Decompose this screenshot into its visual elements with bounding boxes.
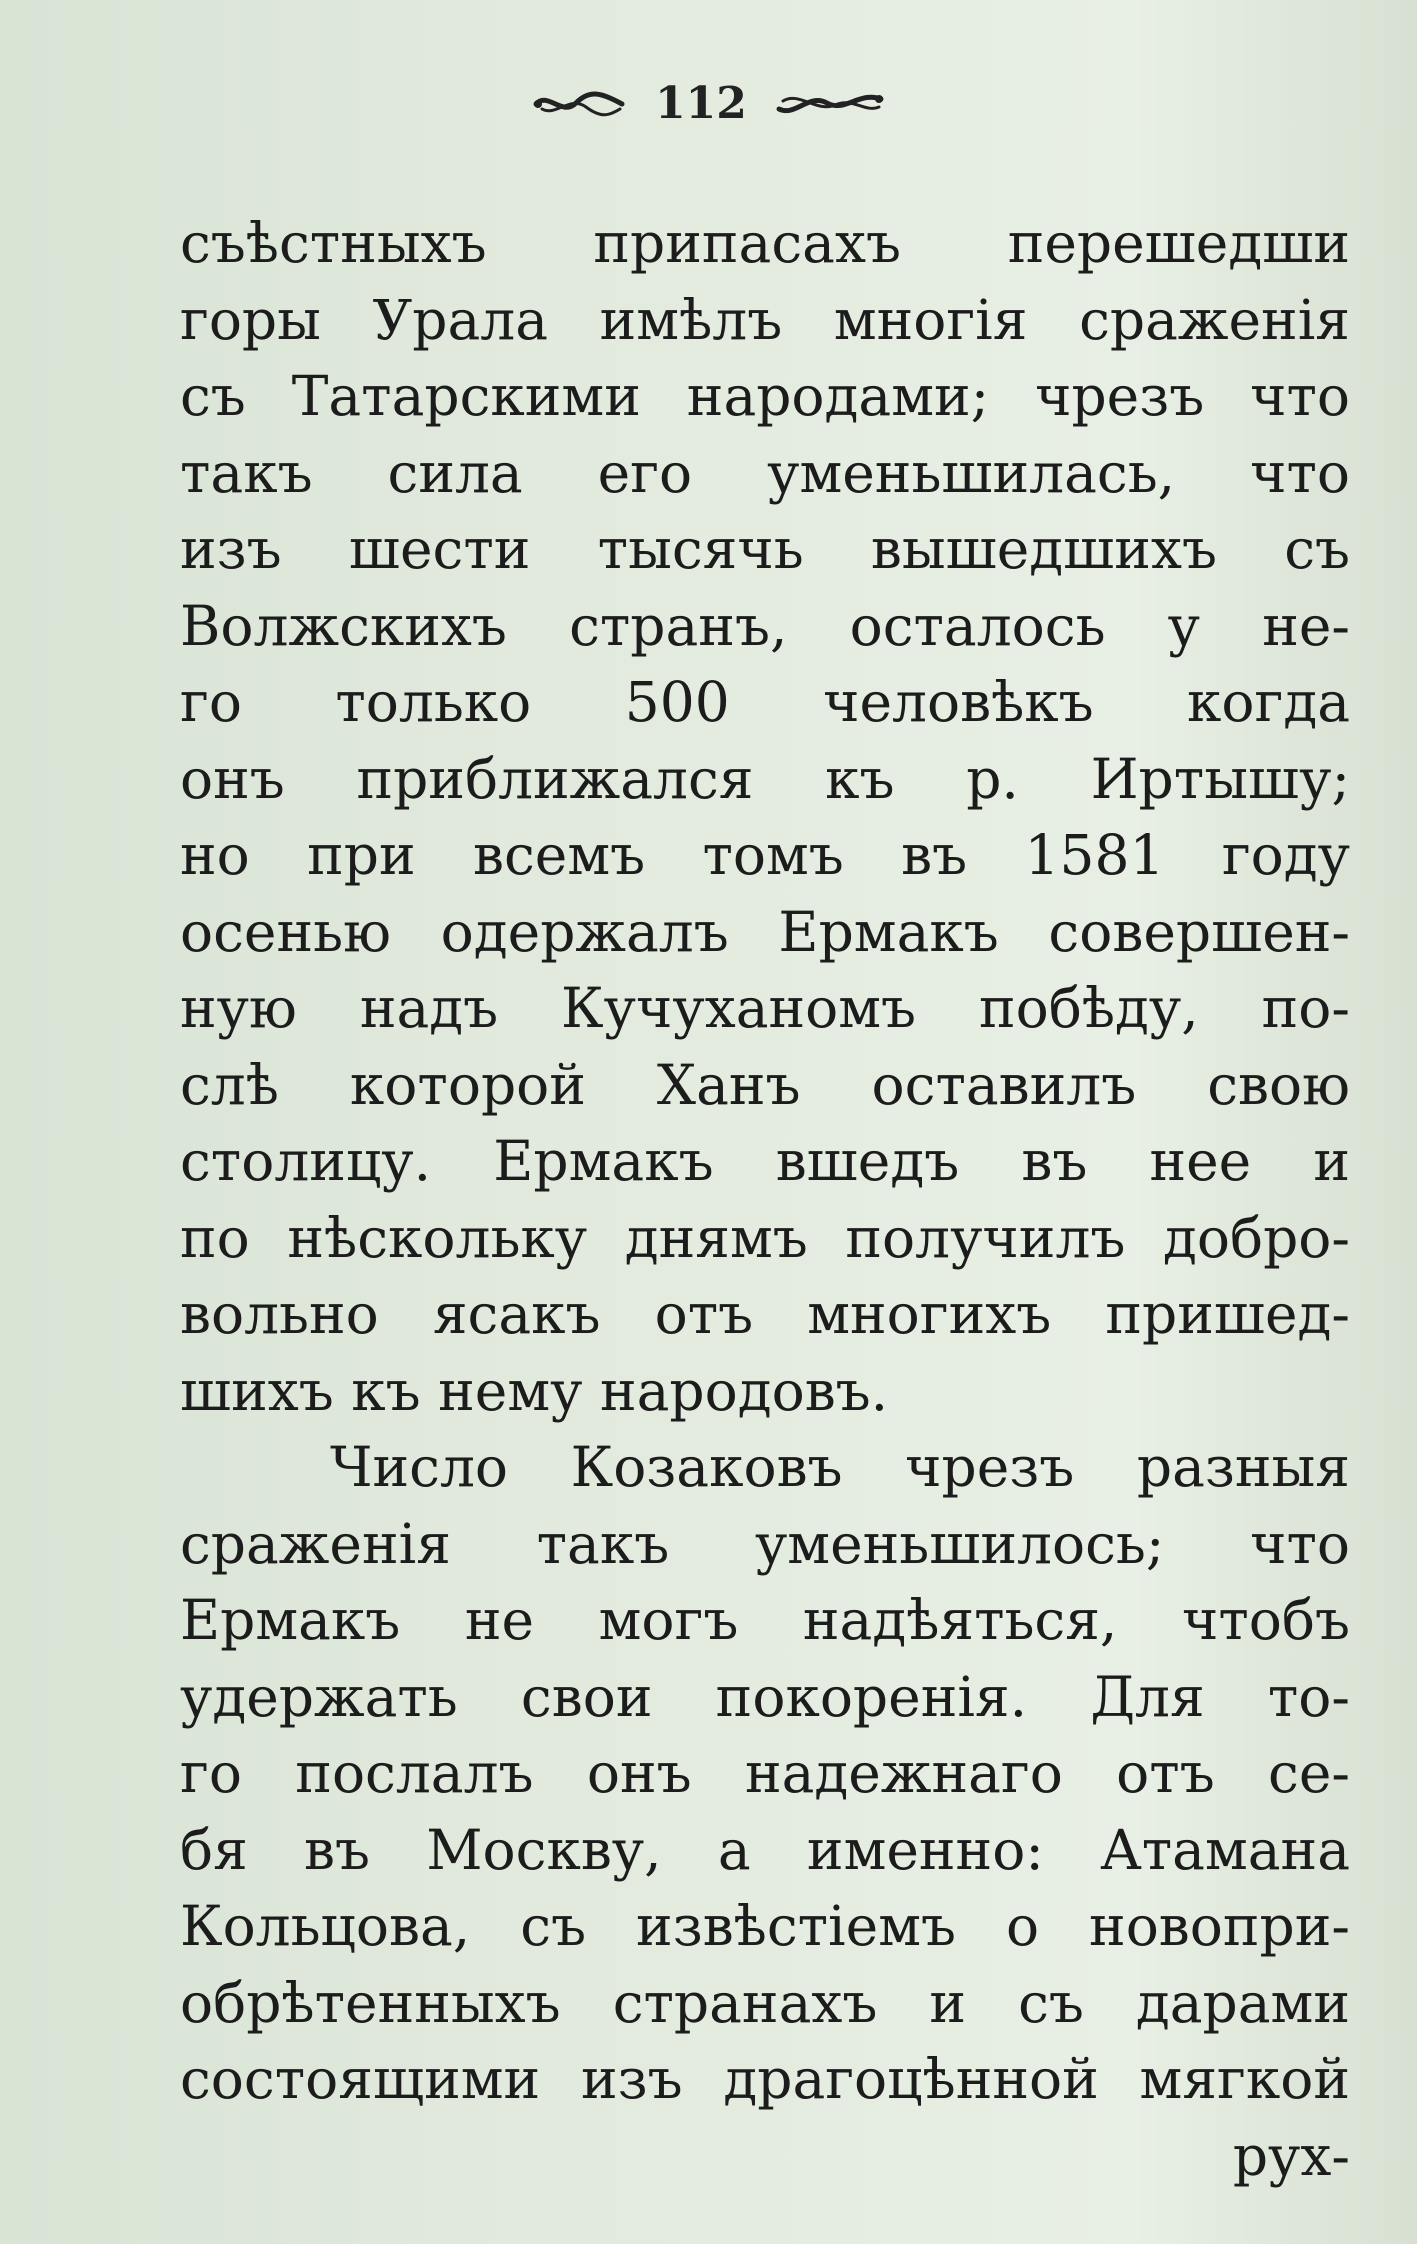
- text-line: горы Урала имѣлъ многія сраженія: [180, 287, 1350, 352]
- scroll-ornament-right-icon: [775, 87, 885, 121]
- text-line: слѣ которой Ханъ оставилъ свою: [180, 1052, 1350, 1117]
- text-line: съ Татарскими народами; чрезъ что: [180, 364, 1350, 428]
- page-number: 112: [655, 78, 747, 129]
- text-line: съѣстныхъ припасахъ перешедши: [180, 211, 1350, 275]
- text-line: го послалъ онъ надежнаго отъ се-: [180, 1741, 1350, 1805]
- text-line: изъ шести тысячь вышедшихъ съ: [180, 517, 1350, 581]
- text-line: Число Козаковъ чрезъ разныя: [330, 1435, 1350, 1499]
- scroll-ornament-left-icon: [532, 87, 627, 121]
- text-line: шихъ къ нему народовъ.: [180, 1358, 889, 1423]
- text-line: осенью одержалъ Ермакъ совершен-: [180, 899, 1350, 964]
- text-line: го только 500 человѣкъ когда: [180, 670, 1350, 734]
- text-line: онъ приближался къ р. Иртышу;: [180, 746, 1350, 811]
- text-line: обрѣтенныхъ странахъ и съ дарами: [180, 1970, 1350, 2035]
- text-line: состоящими изъ драгоцѣнной мягкой: [180, 2047, 1350, 2111]
- text-line: Волжскихъ странъ, осталось у не-: [180, 593, 1350, 658]
- paragraph: [180, 1429, 1350, 2118]
- text-line: такъ сила его уменьшилась, что: [180, 440, 1350, 505]
- page-header: [0, 78, 1417, 129]
- paragraph: [180, 205, 1350, 1429]
- text-line: по нѣскольку днямъ получилъ добро-: [180, 1205, 1350, 1270]
- text-line: ную надъ Кучуханомъ побѣду, по-: [180, 976, 1350, 1040]
- text-line: сраженія такъ уменьшилось; что: [180, 1511, 1350, 1576]
- text-line: удержать свои покоренія. Для то-: [180, 1664, 1350, 1729]
- catchword: рух-: [1232, 2123, 1350, 2188]
- page-text: [180, 205, 1350, 2194]
- text-line: вольно ясакъ отъ многихъ пришед-: [180, 1282, 1350, 1346]
- text-line: Ермакъ не могъ надѣяться, чтобъ: [180, 1588, 1350, 1652]
- text-line: но при всемъ томъ въ 1581 году: [180, 823, 1350, 887]
- text-line: бя въ Москву, а именно: Атамана: [180, 1817, 1350, 1882]
- text-line: Кольцова, съ извѣстіемъ о новопри-: [180, 1894, 1350, 1958]
- text-line: столицу. Ермакъ вшедъ въ нее и: [180, 1129, 1350, 1193]
